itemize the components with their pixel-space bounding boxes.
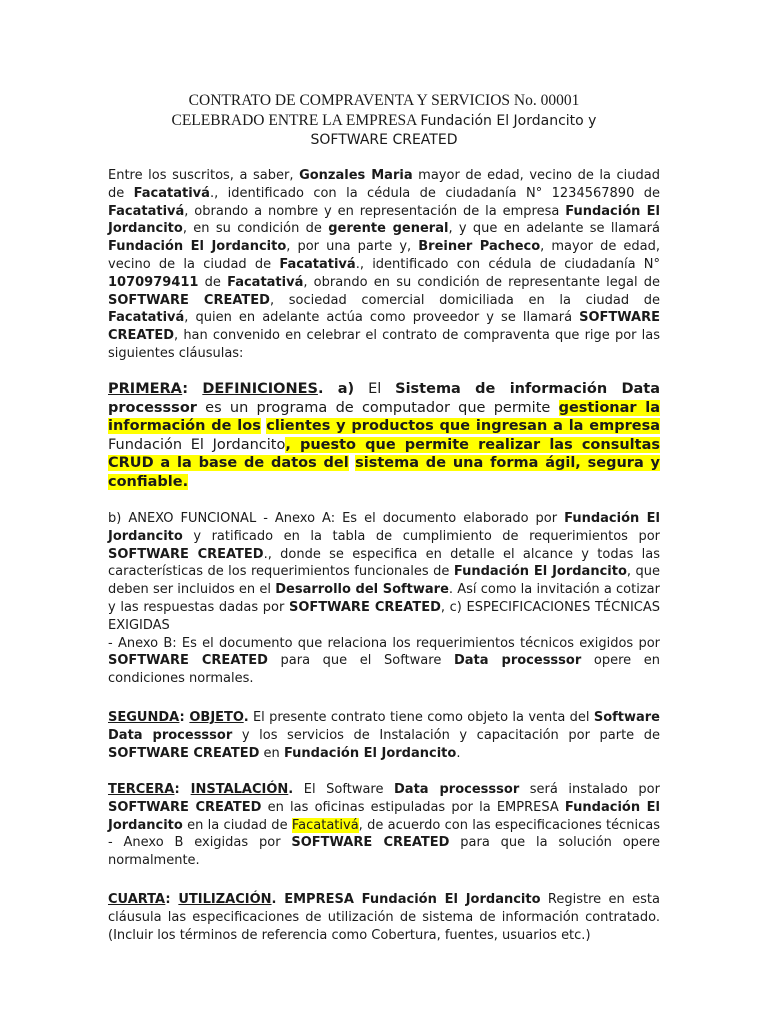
text-run: , y que en adelante se llamará	[448, 221, 660, 237]
bold-run: Facatativá	[279, 256, 356, 272]
bold-run: Fundación El Jordancito	[108, 799, 660, 833]
text-run: , mayor de edad, vecino de la ciudad de	[108, 239, 660, 272]
text-run: , han convenido en celebrar el contrato de compraventa que rige por las siguientes cláusulas:	[108, 328, 660, 361]
bold-run: Desarrollo del Software	[275, 582, 449, 598]
text-run: , obrando a nombre y en representación de la empresa	[184, 203, 566, 219]
bold-run: SOFTWARE CREATED	[108, 292, 270, 308]
bold-run: Data processsor	[453, 653, 582, 669]
text-run: en	[259, 745, 284, 761]
bold-run: Fundación El Jordancito	[108, 203, 661, 237]
text-run: para que la solución opere normalmente.	[108, 835, 660, 869]
bold-run: .	[288, 782, 294, 797]
text-run: . Así como la invitación a cotizar y las respuestas dadas por	[108, 582, 660, 615]
text-run: Registre en esta cláusula las especificaciones de utilización de sistema de información contratado. (Incluir los términos de referencia como Cobertura, fuentes, usuarios etc.)	[108, 892, 660, 943]
title-line-2	[108, 111, 660, 131]
bold-run: Facatativá	[227, 274, 304, 290]
text-run: , obrando en su condición de representante legal de	[303, 274, 660, 290]
bold-run: SOFTWARE CREATED	[108, 310, 660, 344]
bold-run: Fundación El Jordancito	[283, 745, 457, 761]
bold-run: . a)	[317, 381, 355, 397]
bold-run: gerente general	[328, 221, 449, 237]
clause-heading: SEGUNDA	[108, 710, 180, 725]
text-run: y los servicios de Instalación y capacitación por parte de	[232, 727, 660, 743]
title-line-3	[108, 131, 660, 150]
clause-title: INSTALACIÓN	[190, 782, 289, 797]
text-run: es un programa de computador que permite	[196, 399, 559, 416]
text-run: ., identificado con la cédula de ciudadanía N° 1234567890 de	[209, 185, 660, 201]
clause-segunda	[108, 709, 660, 762]
bold-run: SOFTWARE CREATED	[108, 799, 262, 815]
text-run: , por una parte y,	[286, 239, 419, 255]
text-run: El	[354, 381, 396, 397]
text-run: El Software	[293, 782, 395, 797]
text-run: , que deben ser incluidos en el	[108, 564, 660, 598]
highlighted-run: gestionar la información de los	[108, 399, 660, 435]
bold-run: Facatativá	[108, 203, 185, 219]
bold-run: :	[179, 710, 190, 725]
highlighted-run: , puesto que permite realizar las consultas CRUD a la base de datos del	[108, 436, 660, 472]
text-run: , quien en adelante actúa como proveedor y se llamará	[184, 310, 580, 326]
bold-run: SOFTWARE CREATED	[108, 653, 268, 669]
highlighted-run: clientes y productos que ingresan a la empresa	[266, 418, 660, 435]
paragraph-anexo-funcional	[108, 510, 660, 688]
text-run: , de acuerdo con las especificaciones técnicas - Anexo B exigidas por	[108, 817, 661, 851]
bold-run: SOFTWARE CREATED	[108, 745, 260, 761]
bold-run: :	[182, 381, 203, 397]
clause-tercera	[108, 781, 660, 870]
contract-title	[108, 91, 660, 150]
text-run: opere en condiciones normales.	[108, 653, 660, 687]
bold-run: Breiner Pacheco	[418, 239, 541, 255]
text-run: - Anexo B: Es el documento que relaciona los requerimientos técnicos exigidos por	[108, 635, 660, 651]
bold-run: :	[174, 782, 191, 797]
text-run: de	[198, 274, 228, 290]
highlighted-run: sistema de una forma ágil, segura y confiable.	[108, 455, 660, 490]
clause-cuarta	[108, 891, 660, 944]
text-run: , en su condición de	[182, 221, 329, 237]
bold-run: Fundación El Jordancito	[108, 511, 661, 544]
bold-run: 1070979411	[108, 274, 199, 290]
clause-heading: TERCERA	[108, 782, 175, 797]
bold-run: :	[165, 892, 179, 907]
text-run: , c) ESPECIFICACIONES TÉCNICAS EXIGIDAS	[108, 599, 660, 633]
clause-heading: PRIMERA	[108, 381, 183, 397]
bold-run: .	[271, 892, 277, 907]
paragraph-parties	[108, 167, 660, 363]
bold-run: Facatativá	[133, 185, 210, 201]
text-run: b) ANEXO FUNCIONAL - Anexo A: Es el documento elaborado por	[108, 511, 565, 526]
text-run: y ratificado en la tabla de cumplimiento de requerimientos por	[182, 528, 660, 544]
title-text: Fundación El Jordancito y	[420, 113, 597, 129]
title-text: CONTRATO DE COMPRAVENTA Y SERVICIOS No. 00001	[188, 92, 580, 109]
clause-primera	[108, 380, 660, 492]
text-run: ., identificado con cédula de ciudadanía N°	[355, 256, 660, 272]
bold-run: SOFTWARE CREATED	[288, 599, 441, 615]
clause-title: OBJETO	[189, 710, 244, 725]
title-line-1	[108, 91, 660, 111]
text-run: .	[456, 745, 461, 761]
text-run: para que el Software	[267, 653, 454, 669]
text-run: en las oficinas estipuladas por la EMPRESA	[261, 799, 565, 815]
bold-run: Facatativá	[108, 310, 185, 326]
clause-title: DEFINICIONES	[202, 381, 318, 397]
text-run: El presente contrato tiene como objeto la venta del	[248, 710, 594, 725]
text-run: Entre los suscritos, a saber,	[108, 168, 300, 183]
clause-heading: CUARTA	[108, 892, 166, 907]
clause-title: UTILIZACIÓN	[178, 892, 272, 907]
text-run: en la ciudad de	[182, 817, 292, 833]
bold-run: SOFTWARE CREATED	[291, 835, 450, 851]
bold-run: Fundación El Jordancito	[453, 564, 627, 580]
bold-run: EMPRESA Fundación El Jordancito	[276, 892, 541, 907]
bold-run: Fundación El Jordancito	[108, 239, 287, 255]
bold-run: Gonzales Maria	[299, 168, 413, 183]
bold-run: Data processsor	[394, 782, 520, 797]
text-run: ., donde se especifica en detalle el alcance y todas las características de los requerimientos funcionales de	[108, 546, 660, 580]
bold-run: .	[243, 710, 249, 725]
bold-run: Sistema de información Data processsor	[108, 381, 660, 416]
title-text: SOFTWARE CREATED	[310, 132, 458, 148]
text-run: Fundación El Jordancito	[108, 436, 286, 453]
text-run: mayor de edad, vecino de la ciudad de	[108, 168, 661, 201]
text-run: será instalado por	[519, 782, 660, 797]
text-run: , sociedad comercial domiciliada en la ciudad de	[269, 292, 660, 308]
title-text: CELEBRADO ENTRE LA EMPRESA	[171, 112, 421, 129]
highlighted-run: Facatativá	[291, 817, 359, 833]
bold-run: SOFTWARE CREATED	[108, 546, 264, 562]
bold-run: Software Data processsor	[108, 710, 661, 743]
